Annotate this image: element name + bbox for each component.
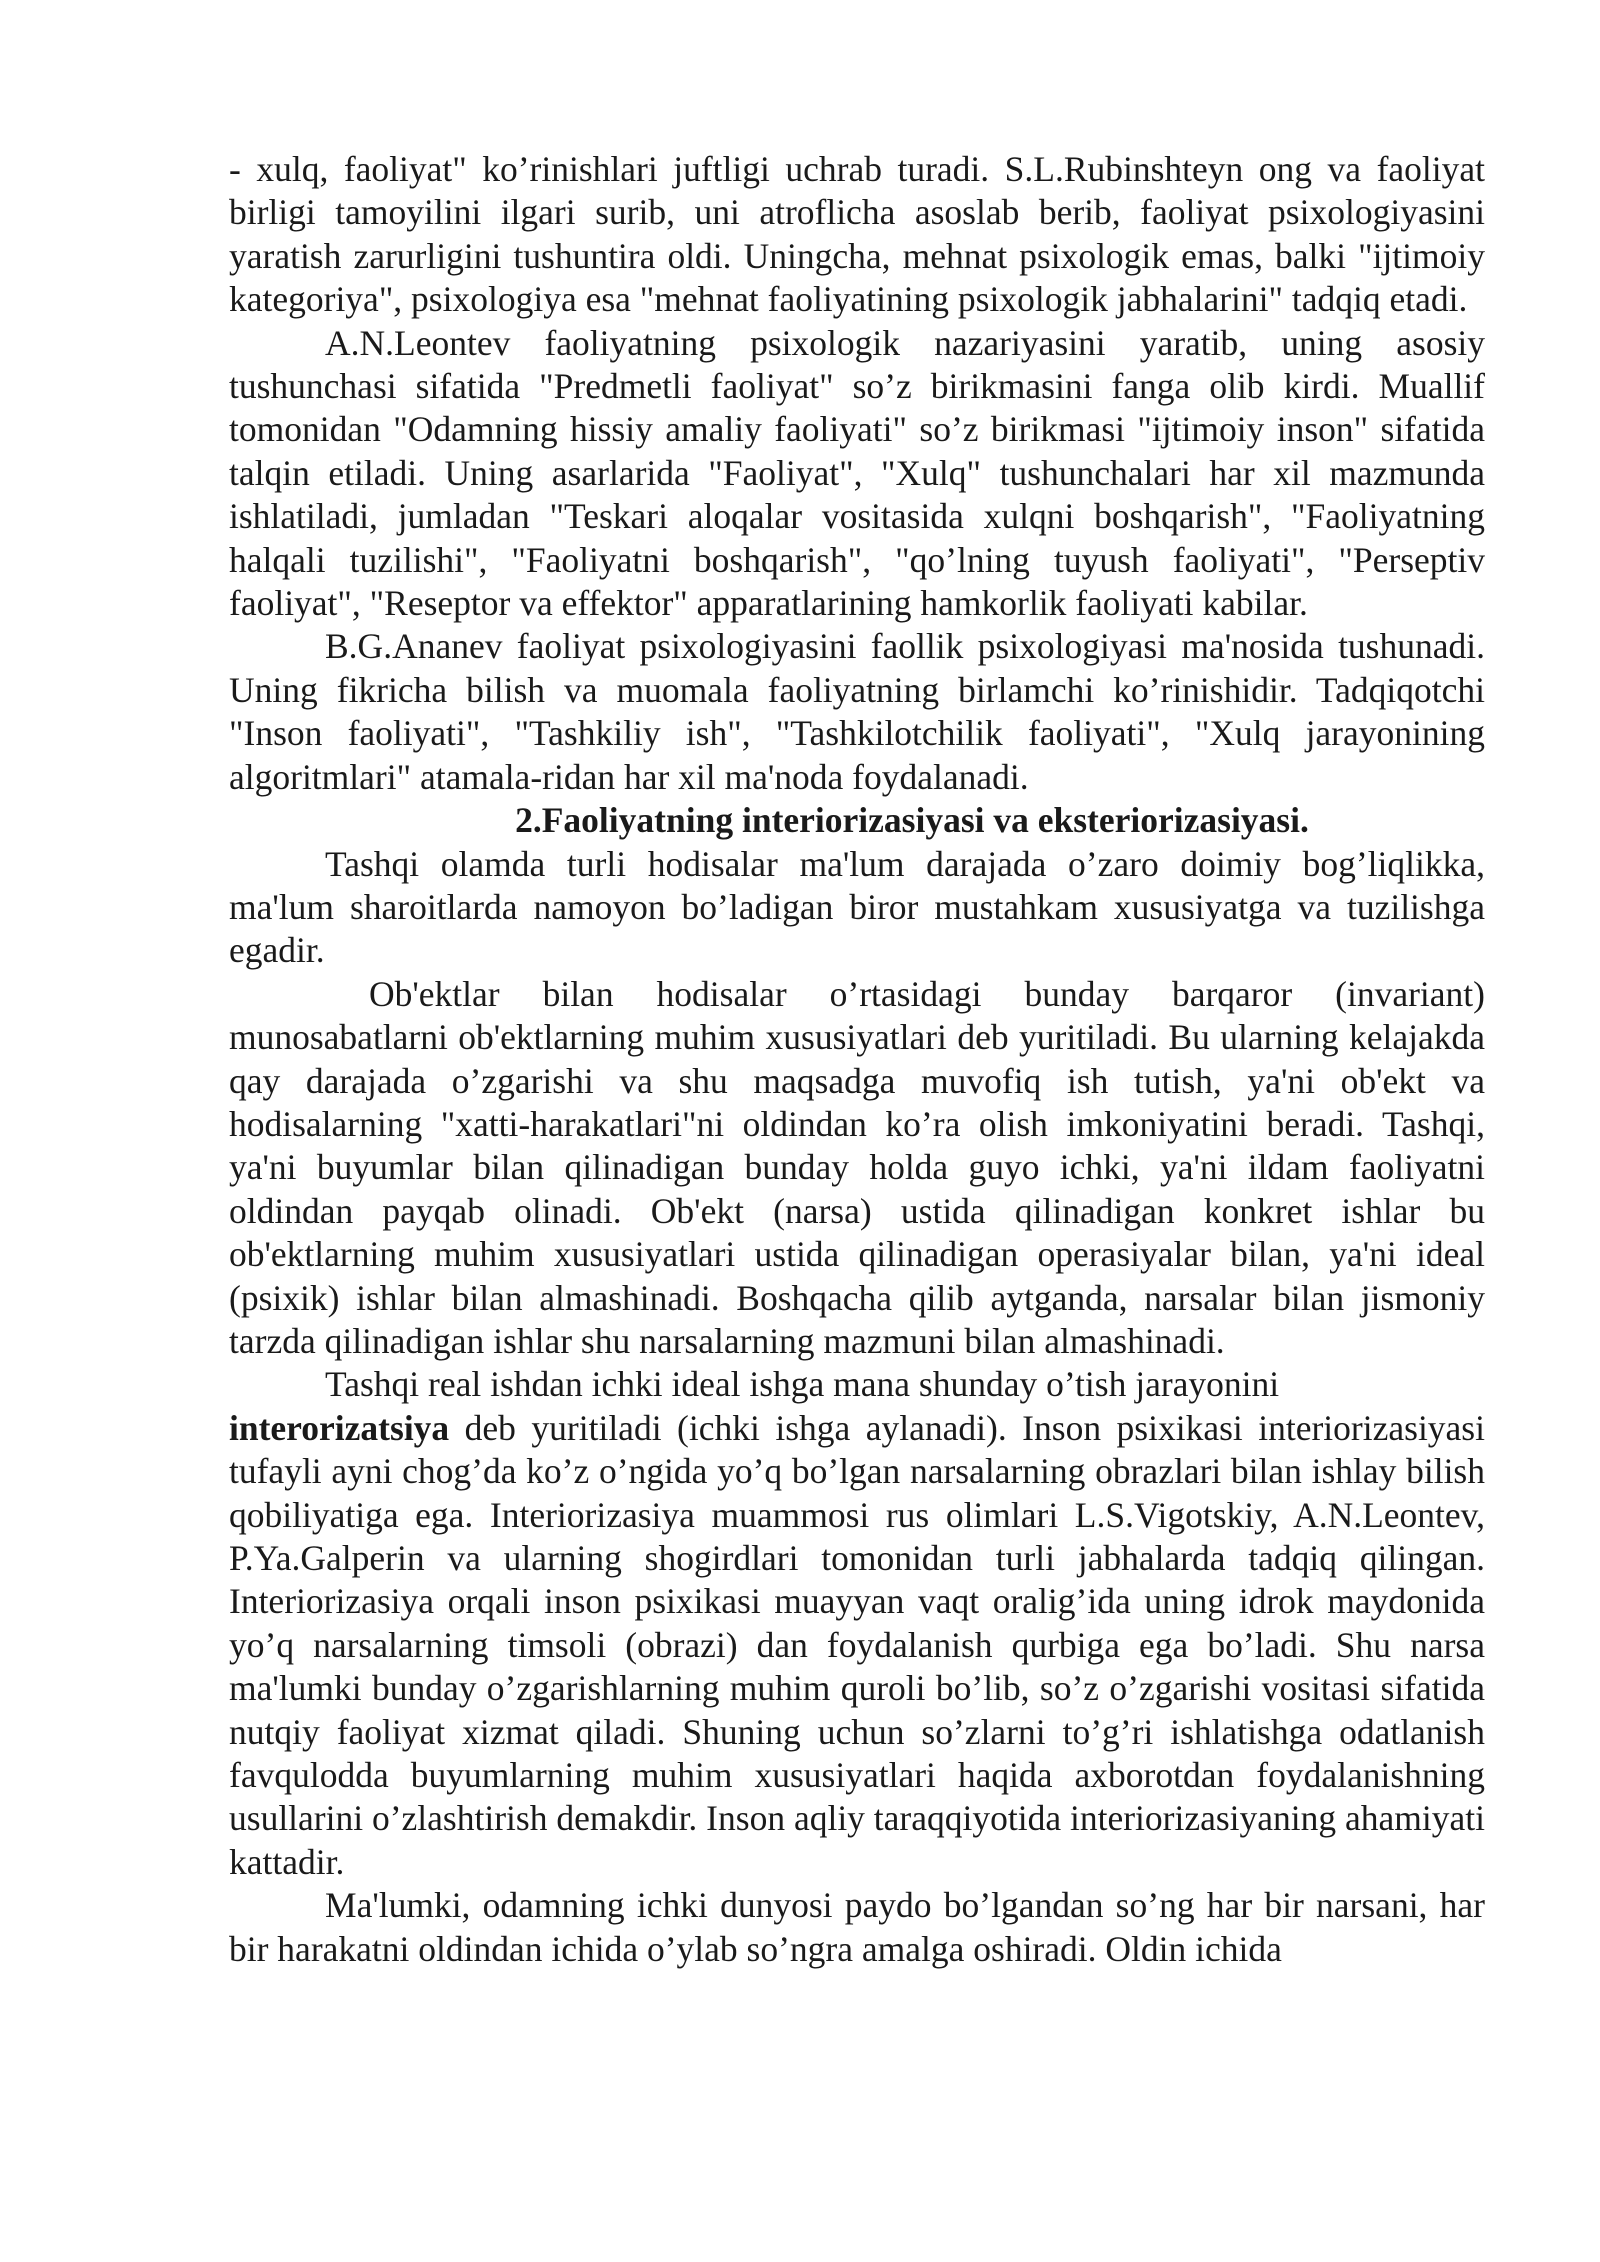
paragraph-interiorization-rest: deb yuritiladi (ichki ishga aylanadi). Inson psixikasi interiorizasiyasi tufayli ayni chog’da ko’z o’ngida yo’q bo’lgan narsalarning obrazlari bilan ishlay bilish qobiliyatiga ega. Interiorizasiya muammosi rus olimlari L.S.Vigotskiy, A.N.Leontev, P.Ya.Galperin va ularning shogirdlari tomonidan turli jabhalarda tadqiq qilingan. Interiorizasiya orqali inson psixikasi muayyan vaqt oralig’ida uning idrok maydonida yo’q narsalarning timsoli (obrazi) dan foydalanish qurbiga ega bo’ladi. Shu narsa ma'lumki bunday o’zgarishlarning muhim quroli bo’lib, so’z o’zgarishi vositasi sifatida nutqiy faoliyat xizmat qiladi. Shuning uchun so’zlarni to’g’ri ishlatishga odatlanish favqulodda buyumlarning muhim xususiyatlari haqida axborotdan foydalanishning usullarini o’zlashtirish demakdir. Inson aqliy taraqqiyotida interiorizasiyaning ahamiyati kattadir. [229, 1407, 1485, 1882]
document-page [229, 148, 1485, 1971]
paragraph-external-world: Tashqi olamda turli hodisalar ma'lum darajada o’zaro doimiy bog’liqlikka, ma'lum sharoitlarda namoyon bo’ladigan biror mustahkam xususiyatga va tuzilishga egadir. [229, 843, 1485, 971]
term-interorizatsiya: interorizatsiya [229, 1407, 450, 1448]
paragraph-invariant-relations: Ob'ektlar bilan hodisalar o’rtasidagi bunday barqaror (invariant) munosabatlarni ob'ektlarning muhim xususiyatlari deb yuritiladi. Bu ularning kelajakda qay darajada o’zgarishi va shu maqsadga muvofiq ish tutish, ya'ni ob'ekt va hodisalarning "xatti-harakatlari"ni oldindan ko’ra olish imkoniyatini beradi. Tashqi, ya'ni buyumlar bilan qilinadigan bunday holda guyo ichki, ya'ni ildam faoliyatni oldindan payqab olinadi. Ob'ekt (narsa) ustida qilinadigan konkret ishlar bu ob'ektlarning muhim xususiyatlari ustida qilinadigan operasiyalar bilan, ya'ni ideal (psixik) ishlar bilan almashinadi. Boshqacha qilib aytganda, narsalar bilan jismoniy tarzda qilinadigan ishlar shu narsalarning mazmuni bilan almashinadi. [229, 973, 1485, 1361]
paragraph-rubinshteyn: - xulq, faoliyat" ko’rinishlari juftligi uchrab turadi. S.L.Rubinshteyn ong va faoliyat birligi tamoyilini ilgari surib, uni atroflicha asoslab berib, faoliyat psixologiyasini yaratish zarurligini tushuntira oldi. Uningcha, mehnat psixologik emas, balki "ijtimoiy kategoriya", psixologiya esa "mehnat faoliyatining psixologik jabhalarini" tadqiq etadi. [229, 149, 1485, 320]
paragraph-inner-world: Ma'lumki, odamning ichki dunyosi paydo bo’lgandan so’ng har bir narsani, har bir harakatni oldindan ichida o’ylab so’ngra amalga oshiradi. Oldin ichida [229, 1885, 1485, 1969]
section-heading: 2.Faoliyatning interiorizasiyasi va eksteriorizasiyasi. [515, 800, 1309, 841]
paragraph-leontev: A.N.Leontev faoliyatning psixologik nazariyasini yaratib, uning asosiy tushunchasi sifatida "Predmetli faoliyat" so’z birikmasini fanga olib kirdi. Muallif tomonidan "Odamning hissiy amaliy faoliyati" so’z birikmasi "ijtimoiy inson" sifatida talqin etiladi. Uning asarlarida "Faoliyat", "Xulq" tushunchalari har xil mazmunda ishlatiladi, jumladan "Teskari aloqalar vositasida xulqni boshqarish", "Faoliyatning halqali tuzilishi", "Faoliyatni boshqarish", "qo’lning tuyush faoliyati", "Perseptiv faoliyat", "Reseptor va effektor" apparatlarining hamkorlik faoliyati kabilar. [229, 322, 1485, 624]
paragraph-interiorization-start: Tashqi real ishdan ichki ideal ishga mana shunday o’tish jarayonini [325, 1364, 1280, 1405]
paragraph-interiorization [229, 1363, 1485, 1884]
paragraph-ananev: B.G.Ananev faoliyat psixologiyasini faollik psixologiyasi ma'nosida tushunadi. Uning fikricha bilish va muomala faoliyatning birlamchi ko’rinishidir. Tadqiqotchi "Inson faoliyati", "Tashkiliy ish", "Tashkilotchilik faoliyati", "Xulq jarayonining algoritmlari" atamala-ridan har xil ma'noda foydalanadi. [229, 626, 1485, 797]
